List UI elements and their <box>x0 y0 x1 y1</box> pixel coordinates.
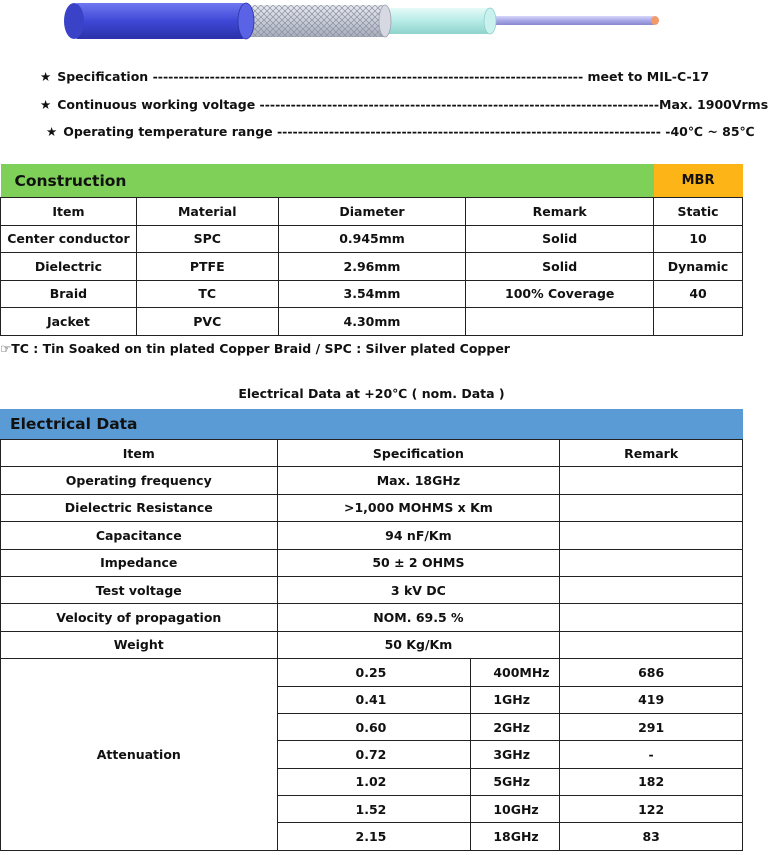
electrical-table <box>0 439 743 851</box>
attenuation-remark: 182 <box>560 768 743 795</box>
cell-material: SPC <box>136 225 278 253</box>
cell-spec: >1,000 MOHMS x Km <box>277 494 560 521</box>
spec-line-2 <box>40 97 768 113</box>
attenuation-frequency: 3GHz <box>471 741 560 768</box>
attenuation-remark: - <box>560 741 743 768</box>
dielectric <box>380 8 496 34</box>
cell-material: PVC <box>136 308 278 336</box>
cell-item: Test voltage <box>1 576 278 603</box>
attenuation-remark: 291 <box>560 713 743 740</box>
spec-line-3 <box>46 124 755 140</box>
attenuation-value: 2.15 <box>277 823 471 850</box>
attenuation-frequency: 10GHz <box>471 796 560 823</box>
attenuation-frequency: 18GHz <box>471 823 560 850</box>
star-icon: ★ <box>40 69 52 84</box>
cell-mbr: 40 <box>654 280 743 308</box>
cell-spec: Max. 18GHz <box>277 467 560 494</box>
electrical-title: Electrical Data <box>10 415 138 433</box>
cell-item: Velocity of propagation <box>1 604 278 631</box>
cell-material: TC <box>136 280 278 308</box>
electrical-header-bar <box>0 409 743 439</box>
cell-remark: 100% Coverage <box>466 280 654 308</box>
cell-diameter: 0.945mm <box>278 225 466 253</box>
column-header-specification: Specification <box>277 440 560 467</box>
cell-spec: 3 kV DC <box>277 576 560 603</box>
spec-label: Continuous working voltage <box>57 97 256 112</box>
cell-item: Dielectric Resistance <box>1 494 278 521</box>
table-row <box>1 604 743 631</box>
attenuation-frequency: 1GHz <box>471 686 560 713</box>
spec-label: Operating temperature range <box>63 124 273 139</box>
cell-spec: 50 Kg/Km <box>277 631 560 658</box>
table-row <box>1 467 743 494</box>
attenuation-value: 0.25 <box>277 659 471 686</box>
column-header-static: Static <box>654 198 743 226</box>
cell-remark <box>560 576 743 603</box>
table-row <box>1 631 743 658</box>
cell-spec: 50 ± 2 OHMS <box>277 549 560 576</box>
cell-remark <box>560 494 743 521</box>
spec-value: Max. 1900Vrms <box>659 97 768 112</box>
attenuation-frequency: 2GHz <box>471 713 560 740</box>
construction-note: ☞TC : Tin Soaked on tin plated Copper Braid / SPC : Silver plated Copper <box>0 341 510 356</box>
spec-line-1 <box>40 69 709 85</box>
electrical-column-headers <box>1 440 743 467</box>
electrical-caption: Electrical Data at +20℃ ( nom. Data ) <box>238 386 505 401</box>
cell-remark: Solid <box>466 225 654 253</box>
cell-material: PTFE <box>136 253 278 281</box>
attenuation-value: 0.60 <box>277 713 471 740</box>
cell-item: Braid <box>1 280 137 308</box>
cell-remark <box>560 631 743 658</box>
table-row <box>1 225 743 253</box>
construction-title: Construction <box>1 164 654 198</box>
cell-remark <box>560 522 743 549</box>
cable-illustration <box>60 2 670 40</box>
column-header-diameter: Diameter <box>278 198 466 226</box>
attenuation-label: Attenuation <box>1 659 278 851</box>
spec-label: Specification <box>57 69 149 84</box>
cell-mbr <box>654 308 743 336</box>
cell-remark <box>560 604 743 631</box>
attenuation-frequency: 400MHz <box>471 659 560 686</box>
spec-leader: ----------------------------------------------------------------------------- <box>259 97 660 112</box>
column-header-remark: Remark <box>560 440 743 467</box>
attenuation-remark: 686 <box>560 659 743 686</box>
cell-mbr: 10 <box>654 225 743 253</box>
attenuation-value: 0.41 <box>277 686 471 713</box>
attenuation-remark: 83 <box>560 823 743 850</box>
cell-remark <box>466 308 654 336</box>
cell-item: Impedance <box>1 549 278 576</box>
attenuation-value: 1.52 <box>277 796 471 823</box>
cell-item: Jacket <box>1 308 137 336</box>
table-row <box>1 280 743 308</box>
table-row <box>1 522 743 549</box>
column-header-remark: Remark <box>466 198 654 226</box>
attenuation-row <box>1 659 743 686</box>
table-row <box>1 308 743 336</box>
cell-diameter: 2.96mm <box>278 253 466 281</box>
cell-item: Weight <box>1 631 278 658</box>
braid <box>245 5 391 37</box>
construction-table <box>0 164 743 336</box>
cell-remark <box>560 467 743 494</box>
attenuation-value: 0.72 <box>277 741 471 768</box>
attenuation-remark: 122 <box>560 796 743 823</box>
cell-diameter: 3.54mm <box>278 280 466 308</box>
cell-mbr: Dynamic <box>654 253 743 281</box>
spec-value: meet to MIL-C-17 <box>587 69 710 84</box>
cell-item: Center conductor <box>1 225 137 253</box>
jacket <box>64 3 254 39</box>
table-row <box>1 576 743 603</box>
attenuation-frequency: 5GHz <box>471 768 560 795</box>
cell-item: Dielectric <box>1 253 137 281</box>
star-icon: ★ <box>46 124 58 139</box>
cell-item: Capacitance <box>1 522 278 549</box>
table-row <box>1 549 743 576</box>
attenuation-value: 1.02 <box>277 768 471 795</box>
cell-remark: Solid <box>466 253 654 281</box>
attenuation-remark: 419 <box>560 686 743 713</box>
cell-spec: NOM. 69.5 % <box>277 604 560 631</box>
construction-column-headers <box>1 198 743 226</box>
mbr-title: MBR <box>654 164 743 198</box>
spec-leader: ----------------------------------------------------------------------------------- <box>152 69 584 84</box>
column-header-item: Item <box>1 440 278 467</box>
cell-spec: 94 nF/Km <box>277 522 560 549</box>
spec-leader: -------------------------------------------------------------------------- <box>276 124 661 139</box>
table-row <box>1 253 743 281</box>
cell-diameter: 4.30mm <box>278 308 466 336</box>
column-header-item: Item <box>1 198 137 226</box>
cell-remark <box>560 549 743 576</box>
construction-header-row <box>1 164 743 198</box>
column-header-material: Material <box>136 198 278 226</box>
conductor <box>480 16 659 25</box>
spec-value: -40℃ ~ 85℃ <box>665 124 755 139</box>
table-row <box>1 494 743 521</box>
cell-item: Operating frequency <box>1 467 278 494</box>
star-icon: ★ <box>40 97 52 112</box>
